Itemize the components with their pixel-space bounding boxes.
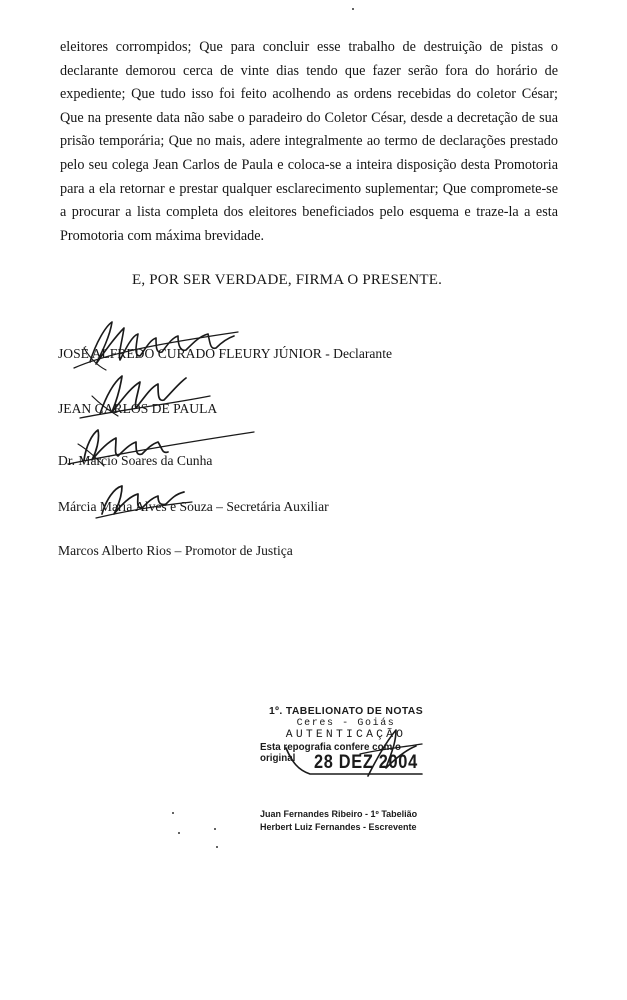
signer-marcio: Dr. Márcio Soares da Cunha [58,453,213,468]
document-body [60,36,558,248]
closing-statement: E, POR SER VERDADE, FIRMA O PRESENTE. [132,272,443,288]
stamp-location: Ceres - Goiás [296,718,396,729]
signer-jean-carlos: JEAN CARLOS DE PAULA [58,401,218,416]
stamp-date: 28 DEZ 2004 [314,752,418,773]
jean-carlos-signature [60,366,220,426]
signer-marcia: Márcia Maria Alves e Souza – Secretária Auxiliar [58,499,329,514]
signer-declarante: JOSÉ ALFREDO CURADO FLEURY JÚNIOR - Declarante [58,346,393,361]
scan-speck [214,828,216,830]
stamp-notary: Juan Fernandes Ribeiro - 1º Tabelião [260,809,418,819]
body-paragraph: eleitores corrompidos; Que para concluir esse trabalho de destruição de pistas o declarante demorou cerca de vinte dias tendo que fazer serão fora do horário de expediente; Que tudo isso foi feito acolhendo as ordens recebidas do coletor César; Que na presente data não sabe o paradeiro do Coletor César, desde a decretação de sua prisão temporária; Que no mais, adere integralmente ao termo de declarações prestado pelo seu colega Jean Carlos de Paula e coloca-se a inteira disposição desta Promotoria para a ela retornar e prestar qualquer esclarecimento suplementar; Que compromete-se a procurar a lista completa dos eleitores beneficiados pelo esquema e traze-la a esta Promotoria com máxima brevidade. [60,39,558,244]
scan-speck [178,832,180,834]
authentication-stamp [256,706,436,832]
stamp-office: 1º. TABELIONATO DE NOTAS [268,706,424,717]
declarante-signature [60,312,260,378]
stamp-title: AUTENTICAÇÃO [285,729,407,741]
signer-marcos: Marcos Alberto Rios – Promotor de Justiça [58,543,293,558]
stamp-clerk: Herbert Luiz Fernandes - Escrevente [260,822,417,832]
scan-speck [216,846,218,848]
stamp-note: Esta repografia confere com o original [260,742,402,764]
scan-speck [352,8,354,10]
scan-speck [172,812,174,814]
